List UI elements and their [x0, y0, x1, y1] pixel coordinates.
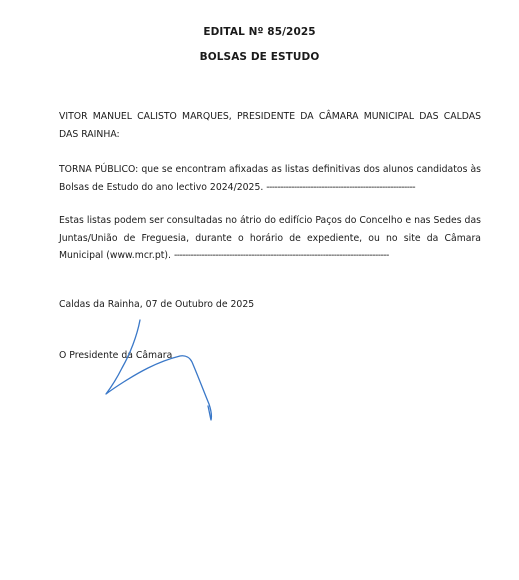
signature-icon	[104, 318, 224, 422]
edital-subtitle: BOLSAS DE ESTUDO	[199, 51, 320, 63]
announcement-dash-fill: ------------------------------------------------------	[266, 181, 416, 193]
consultation-text: Estas listas podem ser consultadas no átrio do edifício Paços do Concelho e nas Sedes das Juntas/União de Freguesia, durante o horário de expediente, ou no site da Câmara Municipal (www.mcr.pt).	[59, 215, 481, 261]
announcement-paragraph	[59, 161, 481, 196]
intro-paragraph: VITOR MANUEL CALISTO MARQUES, PRESIDENTE DA CÂMARA MUNICIPAL DAS CALDAS DAS RAINHA:	[59, 111, 481, 140]
consultation-dash-fill: ------------------------------------------------------------------------------	[173, 250, 389, 261]
consultation-paragraph	[59, 212, 481, 265]
signatory-title: O Presidente da Câmara	[59, 350, 173, 361]
edital-title: EDITAL Nº 85/2025	[203, 26, 316, 38]
announcement-text: TORNA PÚBLICO: que se encontram afixadas as listas definitivas dos alunos candidatos às Bolsas de Estudo do ano lectivo 2024/2025.	[59, 164, 481, 193]
signature-stroke	[106, 320, 211, 420]
place-date: Caldas da Rainha, 07 de Outubro de 2025	[59, 299, 255, 310]
